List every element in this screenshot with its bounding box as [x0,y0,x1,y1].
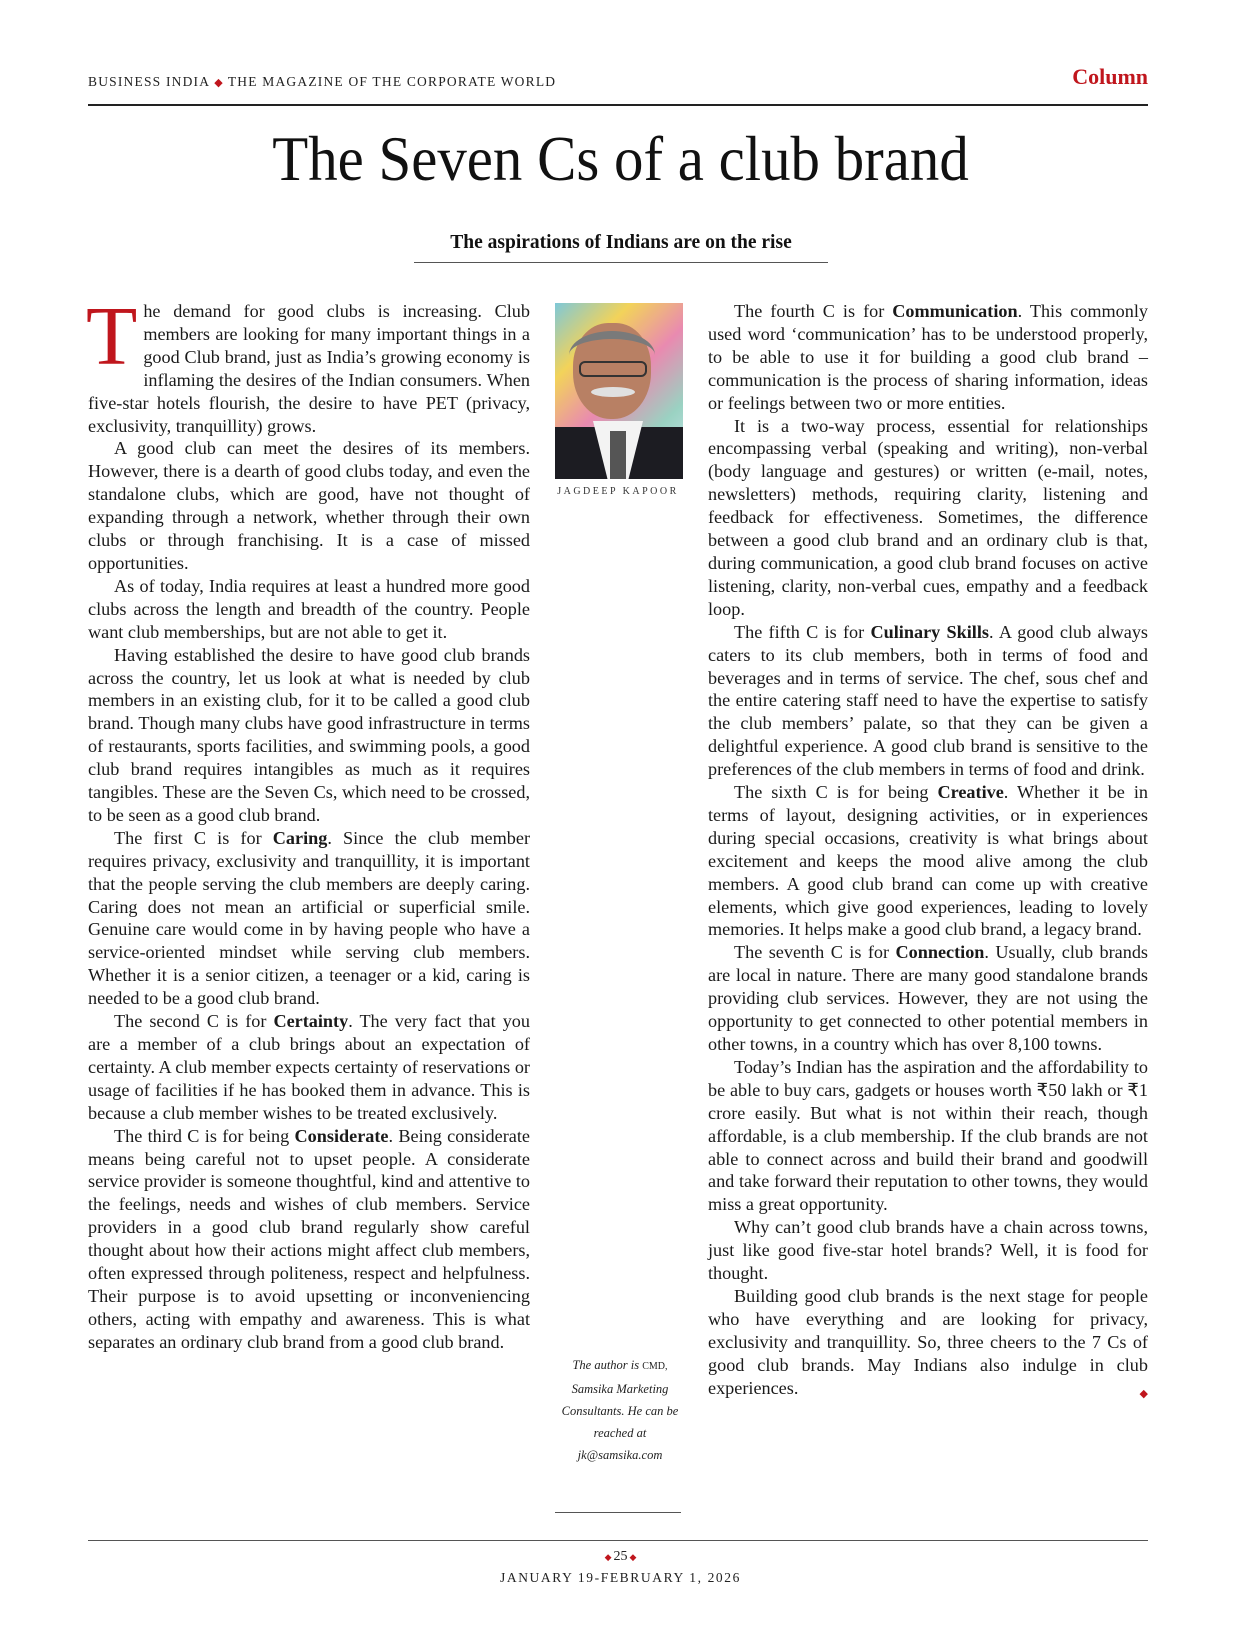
keyword-creative: Creative [937,782,1004,803]
publication-tagline: THE MAGAZINE OF THE CORPORATE WORLD [227,74,557,89]
footer-divider [88,1540,1148,1541]
publication-name: BUSINESS INDIA [88,74,211,89]
paragraph: The demand for good clubs is increasing. Club members are looking for many important things in a good Club brand, just as India’s growing economy is inflaming the desires of the Indian consumers. When five-star hotels flourish, the desire to have PET (privacy, exclusivity, tranquillity) grows. [86,290,530,436]
keyword-communication: Communication [892,301,1018,321]
drop-cap: T [86,290,138,383]
diamond-icon: ◆ [629,1552,637,1562]
section-label: Column [1072,64,1148,89]
paragraph: It is a two-way process, essential for relationships encompassing verbal (speaking and writing), non-verbal (body language and gestures) or written (e-mail, notes, newsletters) methods, requiring clarity, listening and feedback for effectiveness. Sometimes, the difference between a good club brand and an ordinary club is that, during communication, a good club brand focuses on active listening, clarity, non-verbal cues, empathy and a feedback loop. [708,415,1148,619]
issue-date: JANUARY 19-FEBRUARY 1, 2026 [500,1570,741,1585]
paragraph-caring: The first C is for Caring. Since the club member requires privacy, exclusivity and tranquillity, it is important that the people serving the club members are deeply caring. Caring does not mean an artificial or superficial smile. Genuine care would come in by having people who have a service-oriented mindset while serving club members. Whether it is a senior citizen, a teenager or a kid, caring is needed to be a good club brand. [88,827,531,1009]
article-column-left [86,290,531,1354]
page-header [88,62,1148,106]
author-note-divider [555,1512,681,1513]
paragraph: Why can’t good club brands have a chain across towns, just like good five-star hotel brands? Well, it is food for thought. [708,1217,1148,1284]
paragraph-considerate: The third C is for being Considerate. Being considerate means being careful not to upset people. A considerate service provider is someone thoughtful, kind and attentive to the feelings, needs and wishes of club members. Service providers in a good club brand regularly show careful thought about how their actions might affect club members, often expressed through politeness, respect and helpfulness. Their purpose is to avoid upsetting or inconveniencing others, acting with empathy and awareness. This is what separates an ordinary club brand from a good club brand. [88,1125,530,1352]
paragraph-connection: The seventh C is for Connection. Usually, club brands are local in nature. There are many good standalone brands providing club services. However, they are not using the opportunity to get connected to other potential members in other towns, in a country which has over 8,100 towns. [708,942,1148,1054]
photo-tie [610,431,626,479]
paragraph: Building good club brands is the next stage for people who have everything and are looking for privacy, exclusivity and tranquillity. So, three cheers to the 7 Cs of good club brands. May Indians also indulge in club experiences. ◆ [708,1285,1148,1400]
paragraph: Today’s Indian has the aspiration and the affordability to be able to buy cars, gadgets or houses worth ₹50 lakh or ₹1 crore easily. But what is not within their reach, though affordable, is a club membership. If the club brands are not able to connect across and build their brand and goodwill and take forward their reputation to other towns, they would miss a great opportunity. [708,1056,1148,1215]
page-number: ◆ 25 ◆ [604,1549,637,1564]
diamond-icon: ◆ [214,77,224,89]
paragraph: Having established the desire to have good club brands across the country, let us look at what is needed by club members in an existing club, for it to be called a good club brand. Though many clubs have good infrastructure in terms of restaurants, sports facilities, and swimming pools, a good club brand requires intangibles as much as it requires tangibles. These are the Seven Cs, which need to be crossed, to be seen as a good club brand. [88,644,530,825]
end-mark-diamond-icon: ◆ [1139,1387,1148,1400]
photo-glasses [579,361,647,377]
keyword-connection: Connection [895,942,985,963]
article-column-right [708,300,1148,1406]
article-title: The Seven Cs of a club brand [272,123,969,194]
keyword-considerate: Considerate [294,1125,389,1146]
paragraph-creative: The sixth C is for being Creative. Whether it be in terms of layout, designing activities, or in experiences during special occasions, creativity is what brings about excitement and keeps the mood alive among the club members. A good club brand can come up with creative elements, which give good experiences, leading to lovely memories. It helps make a good club brand, a legacy brand. [708,782,1148,940]
diamond-icon: ◆ [604,1552,612,1562]
paragraph-certainty: The second C is for Certainty. The very fact that you are a member of a club brings about an expectation of certainty. A club member expects certainty of reservations or usage of facilities if he has booked them in advance. This is because a club member wishes to be treated exclusively. [88,1011,530,1123]
paragraph-culinary: The fifth C is for Culinary Skills. A good club always caters to its club members, both in terms of food and beverages and in terms of service. The chef, sous chef and the entire catering staff need to have the expertise to satisfy the club members’ palate, so that they can be given a delightful experience. A good club brand is sensitive to the preferences of the club members in terms of food and drink. [708,621,1148,780]
author-note: The author is CMD, Samsika Marketing Consultants. He can be reached at jk@samsika.com [561,1358,679,1462]
keyword-culinary-skills: Culinary Skills [870,621,989,642]
paragraph: As of today, India requires at least a hundred more good clubs across the length and breadth of the country. People want club memberships, but are not able to get it. [88,575,530,642]
keyword-certainty: Certainty [273,1011,349,1032]
paragraph: A good club can meet the desires of its members. However, there is a dearth of good clubs today, and even the standalone clubs, which are good, have not thought of expanding through a network, whether through their own clubs or through franchising. It is a case of missed opportunities. [88,438,530,573]
article-subtitle: The aspirations of Indians are on the rise [414,232,828,263]
photo-mustache [591,387,635,397]
keyword-caring: Caring [272,827,328,848]
photo-caption: JAGDEEP KAPOOR [557,486,679,497]
masthead [88,74,556,90]
author-photo [555,303,683,479]
paragraph-communication: The fourth C is for Communication. This commonly used word ‘communication’ has to be understood properly, to be able to use it for building a good club brand – communication is the process of sharing information, ideas or feelings between two or more entities. [708,301,1148,413]
